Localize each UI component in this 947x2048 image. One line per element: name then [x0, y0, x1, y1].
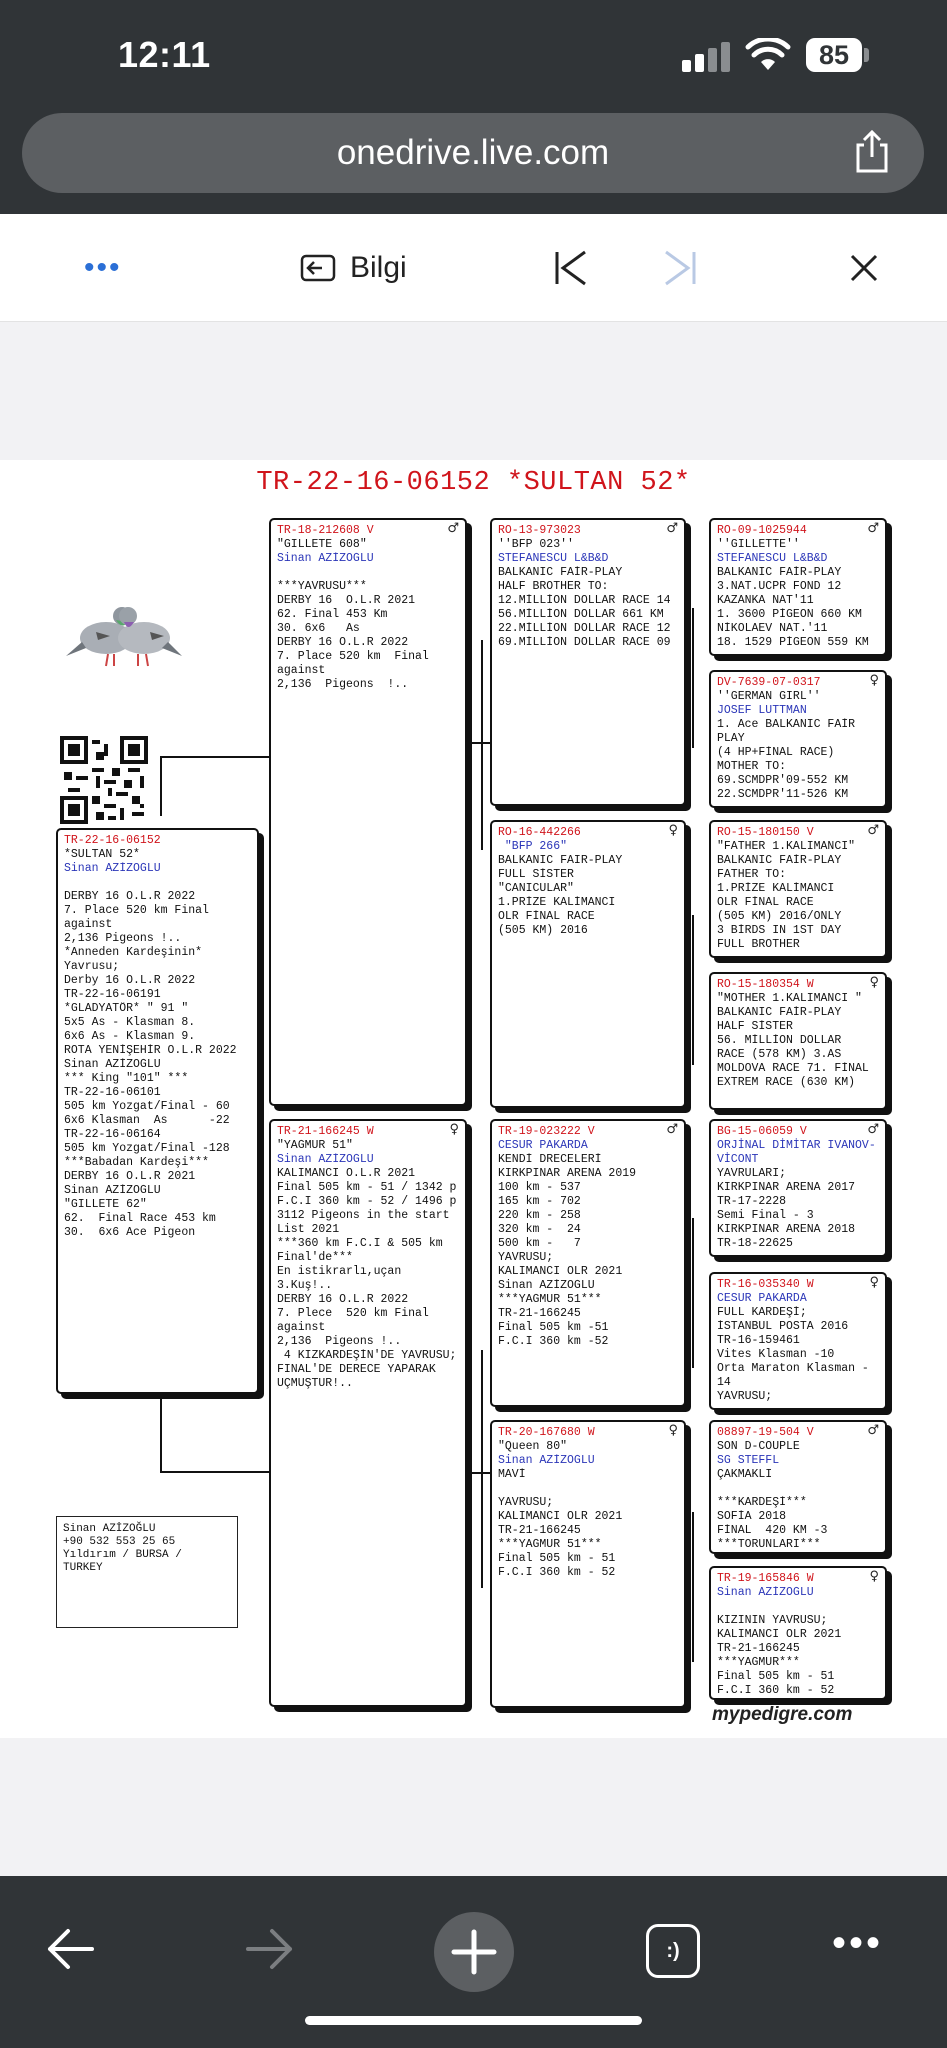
male-icon: ♂: [666, 1122, 678, 1137]
text-line: 505 km Yozgat/Final - 60: [64, 1100, 230, 1113]
text-line: KALIMANCI OLR 2021: [498, 1265, 623, 1278]
text-line: 12.MİLLİON DOLLAR RACE 14: [498, 594, 671, 607]
ring-number: RO-13-973023: [498, 524, 581, 537]
text-line: against: [277, 1321, 326, 1334]
owner-name: Sinan AZİZOĞLU: [64, 862, 161, 875]
text-line: Vites Klasman -10: [717, 1348, 835, 1361]
owner-name: STEFANESCU L&B&D: [498, 552, 609, 565]
text-line: 56. MİLLİON DOLLAR: [717, 1034, 842, 1047]
card-body: [717, 566, 879, 650]
text-line: 1. 3600 PİGEON 660 KM: [717, 608, 862, 621]
text-line: SOFİA 2018: [717, 1510, 787, 1523]
ring-number: BG-15-06059 V: [717, 1125, 807, 1138]
connector-line: [481, 640, 483, 850]
text-line: TR-22-16-06191: [64, 988, 161, 1001]
text-line: 69.SCMDPR'09-552 KM: [717, 774, 849, 787]
wifi-icon: [745, 38, 791, 72]
text-line: MOLDOVA RACE 71. FİNAL: [717, 1062, 869, 1075]
male-icon: ♂: [867, 823, 879, 838]
connector-line: [160, 756, 270, 758]
card-body: [498, 1468, 678, 1580]
pigeon-name: *SULTAN 52*: [64, 848, 140, 861]
card-body: [498, 854, 678, 938]
text-line: F.C.I 360 km - 52: [717, 1684, 835, 1697]
info-label: Bilgi: [350, 251, 407, 284]
text-line: [277, 566, 459, 580]
owner-name: JOSEF LUTTMAN: [717, 704, 807, 717]
connector-line: [470, 1472, 490, 1474]
text-line: against: [277, 664, 326, 677]
female-icon: ♀: [869, 975, 879, 990]
card-body: [717, 1600, 879, 1698]
connector-line: [692, 1512, 694, 1662]
battery-tip: [864, 48, 869, 62]
text-line: 3112 Pigeons in the start: [277, 1209, 450, 1222]
text-line: MAVİ: [498, 1468, 526, 1481]
text-line: TR-21-166245: [717, 1642, 800, 1655]
owner-name: CESUR PAKARDA: [717, 1292, 807, 1305]
text-line: 6x6 As - Klasman 9.: [64, 1030, 196, 1043]
text-line: YAVRUSU;: [498, 1251, 554, 1264]
text-line: ***YAĞMUR 51***: [498, 1538, 602, 1551]
owner-name: ORJİNAL DİMİTAR IVANOV-VİCONT: [717, 1139, 876, 1166]
text-line: 56.MİLLİON DOLLAR 661 KM: [498, 608, 664, 621]
status-time: 12:11: [118, 34, 211, 75]
text-line: *Anneden Kardeşinin*: [64, 946, 203, 959]
text-line: YAVRULARI;: [717, 1167, 787, 1180]
text-line: Sinan AZİZOĞLU: [64, 1184, 161, 1197]
card-body: [277, 566, 459, 692]
text-line: 3 BİRDS IN 1ST DAY: [717, 924, 842, 937]
text-line: KALIMANCI OLR 2021: [498, 1510, 623, 1523]
pedigree-card-dam-dam[interactable]: [490, 1420, 686, 1708]
plus-icon: [434, 1912, 514, 1992]
owner-name: SG STEFFL: [717, 1454, 780, 1467]
text-line: TR-22-16-06101: [64, 1086, 161, 1099]
text-line: Sinan AZİZOĞLU: [64, 1058, 161, 1071]
text-line: FULL BROTHER: [717, 938, 800, 951]
pedigree-card-dam-sire[interactable]: [490, 1119, 686, 1407]
text-line: 500 km - 7: [498, 1237, 581, 1250]
text-line: MOTHER TO:: [717, 760, 787, 773]
text-line: YAVRUSU;: [717, 1390, 773, 1403]
battery-icon: 85: [806, 38, 862, 72]
url-text[interactable]: onedrive.live.com: [336, 133, 610, 172]
text-line: F.C.I 360 km -52: [498, 1335, 609, 1348]
ring-number: TR-19-023222 V: [498, 1125, 595, 1138]
card-body: [498, 566, 678, 650]
pigeon-name: "GILLETE 608": [277, 538, 367, 551]
text-line: 220 km - 258: [498, 1209, 581, 1222]
text-line: 5x5 As - Klasman 8.: [64, 1016, 196, 1029]
text-line: BALKANIC FAİR-PLAY: [717, 854, 842, 867]
text-line: 2,136 Pigeons !..: [64, 932, 182, 945]
text-line: KIRKPINAR ARENA 2017: [717, 1181, 856, 1194]
pigeon-name: "Queen 80": [498, 1440, 568, 1453]
text-line: +90 532 553 25 65: [63, 1536, 176, 1548]
connector-line: [160, 1471, 270, 1473]
text-line: 1.PRİZE KALİMANCI: [498, 896, 616, 909]
text-line: List 2021: [277, 1223, 340, 1236]
pigeon-name: "FATHER 1.KALIMANCI": [717, 840, 856, 853]
owner-name: Sinan AZİZOĞLU: [717, 1586, 814, 1599]
text-line: DERBY 16 O.L.R 2022: [277, 1293, 409, 1306]
more-menu-icon[interactable]: •••: [832, 1921, 884, 1965]
text-line: "GILLETE 62": [64, 1198, 147, 1211]
new-tab-button[interactable]: [434, 1912, 514, 1992]
text-line: *** King "101" ***: [64, 1072, 189, 1085]
text-line: 1.PRİZE KALİMANCI: [717, 882, 835, 895]
info-button[interactable]: [300, 244, 407, 292]
card-body: [717, 1006, 879, 1090]
text-line: 2,136 Pigeons !..: [277, 678, 409, 691]
text-line: ROTA YENİŞEHİR O.L.R 2022: [64, 1044, 237, 1057]
browser-chrome: [0, 0, 947, 214]
female-icon: ♀: [869, 673, 879, 688]
text-line: Yavrusu;: [64, 960, 120, 973]
ring-number: RO-15-180354 W: [717, 978, 814, 991]
owner-name: CESUR PAKARDA: [498, 1139, 588, 1152]
text-line: 2,136 Pigeons !..: [277, 1335, 402, 1348]
pedigree-card-ddd[interactable]: [709, 1566, 887, 1700]
last-page-icon[interactable]: [662, 248, 698, 288]
card-body: [717, 1468, 879, 1552]
text-line: FULL SİSTER: [498, 868, 574, 881]
text-line: YAVRUSU;: [498, 1496, 554, 1509]
text-line: 62. Final 453 Km: [277, 608, 388, 621]
connector-line: [692, 1218, 694, 1368]
pedigree-card-sss[interactable]: [709, 518, 887, 656]
ring-number: TR-21-166245 W: [277, 1125, 374, 1138]
text-line: ***YAĞMUR 51***: [498, 1293, 602, 1306]
female-icon: ♀: [668, 823, 678, 838]
text-line: İSTANBUL POSTA 2016: [717, 1320, 849, 1333]
text-line: Derby 16 O.L.R 2022: [64, 974, 196, 987]
text-line: against: [64, 918, 113, 931]
back-arrow-icon[interactable]: [44, 1926, 96, 1972]
text-line: UÇMUŞTUR!..: [277, 1377, 353, 1390]
text-line: 69.MİLLİON DOLLAR RACE 09: [498, 636, 671, 649]
qr-code-icon: [60, 736, 148, 824]
text-line: TR-21-166245: [498, 1524, 581, 1537]
male-icon: ♂: [867, 1122, 879, 1137]
text-line: 62. Final Race 453 km: [64, 1212, 216, 1225]
ring-number: DV-7639-07-0317: [717, 676, 821, 689]
text-line: ***TORUNLARI***: [717, 1538, 821, 1551]
female-icon: ♀: [449, 1122, 459, 1137]
pigeon-name: ''BFP 023'': [498, 538, 574, 551]
pedigree-card-sire-sire[interactable]: [490, 518, 686, 806]
text-line: FULL KARDEŞİ;: [717, 1306, 807, 1319]
home-indicator: [305, 2016, 642, 2025]
card-body: [717, 1306, 879, 1404]
male-icon: ♂: [867, 521, 879, 536]
text-line: EXTREM RACE (630 KM): [717, 1076, 856, 1089]
pedigree-card-dsd[interactable]: [709, 1272, 887, 1410]
pigeon-name: ''GERMAN GIRL'': [717, 690, 821, 703]
connector-line: [481, 1350, 483, 1588]
text-line: DERBY 16 O.L.R 2021: [64, 1170, 196, 1183]
text-line: BALKANIC FAİR-PLAY: [498, 566, 623, 579]
address-bar[interactable]: [22, 113, 924, 193]
info-panel-icon: [300, 254, 336, 282]
pedigree-card-ssd[interactable]: [709, 670, 887, 808]
text-line: 320 km - 24: [498, 1223, 581, 1236]
pigeons-illustration-icon: [64, 586, 184, 676]
first-page-icon[interactable]: [553, 248, 589, 288]
text-line: Yıldırım / BURSA /: [63, 1549, 182, 1561]
viewer-toolbar: [0, 214, 947, 322]
ring-number: TR-19-165846 W: [717, 1572, 814, 1585]
text-line: [717, 1482, 879, 1496]
text-line: KALIMANCI O.L.R 2021: [277, 1167, 416, 1180]
text-line: FINAL'DE DERECE YAPARAK: [277, 1363, 436, 1376]
pigeon-name: "YAĞMUR 51": [277, 1139, 353, 1152]
pigeon-name: "MOTHER 1.KALIMANCI ": [717, 992, 862, 1005]
text-line: KALIMANCI OLR 2021: [717, 1628, 842, 1641]
text-line: KIRKPINAR ARENA 2018: [717, 1223, 856, 1236]
text-line: (505 KM) 2016/ONLY: [717, 910, 842, 923]
text-line: 4 KIZKARDEŞİN'DE YAVRUSU;: [277, 1349, 457, 1362]
text-line: 18. 1529 PİGEON 559 KM: [717, 636, 869, 649]
owner-name: STEFANESCU L&B&D: [717, 552, 828, 565]
text-line: TR-18-22625: [717, 1237, 793, 1250]
text-line: Sinan AZİZOĞLU: [63, 1523, 156, 1535]
connector-line: [692, 608, 694, 748]
text-line: 14: [717, 1376, 731, 1389]
ring-number: RO-16-442266: [498, 826, 581, 839]
text-line: Semi Final - 3: [717, 1209, 814, 1222]
text-line: 7. Place 520 km Final: [277, 650, 429, 663]
text-line: Orta Maraton Klasman -: [717, 1362, 869, 1375]
text-line: ***KARDEŞİ***: [717, 1496, 807, 1509]
text-line: KIZININ YAVRUSU;: [717, 1614, 828, 1627]
text-line: F.C.I 360 km - 52 / 1496 p: [277, 1195, 457, 1208]
male-icon: ♂: [666, 521, 678, 536]
connector-line: [470, 742, 490, 744]
text-line: OLR FİNAL RACE: [498, 910, 595, 923]
text-line: *GLADYATÖR* " 91 ": [64, 1002, 189, 1015]
ring-number: 08897-19-504 V: [717, 1426, 814, 1439]
text-line: ***Babadan Kardeşi***: [64, 1156, 209, 1169]
text-line: TR-22-16-06164: [64, 1128, 161, 1141]
text-line: KIRKPINAR ARENA 2019: [498, 1167, 637, 1180]
female-icon: ♀: [869, 1569, 879, 1584]
text-line: En istikrarlı,uçan: [277, 1265, 402, 1278]
text-line: Sinan AZİZOĞLU: [498, 1279, 595, 1292]
text-line: BALKANIC FAİR-PLAY: [717, 1006, 842, 1019]
male-icon: ♂: [867, 1423, 879, 1438]
card-body: [717, 1167, 879, 1251]
text-line: Final 505 km - 51: [498, 1552, 616, 1565]
connector-line: [160, 1395, 162, 1471]
ring-number: TR-16-035340 W: [717, 1278, 814, 1291]
card-body: [277, 1167, 459, 1391]
text-line: ÇAKMAKLI: [717, 1468, 773, 1481]
card-body: [717, 854, 879, 952]
breeder-contact-box: [56, 1516, 238, 1628]
text-line: ***YAVRUSU***: [277, 580, 367, 593]
cellular-signal-icon: [682, 42, 732, 72]
pedigree-document: [0, 460, 947, 1738]
text-line: HALF SİSTER: [717, 1020, 793, 1033]
text-line: F.C.I 360 km - 52: [498, 1566, 616, 1579]
owner-name: Sinan AZİZOĞLU: [277, 552, 374, 565]
text-line: 165 km - 702: [498, 1195, 581, 1208]
text-line: ***YAĞMUR***: [717, 1656, 800, 1669]
pedigree-card-sdd[interactable]: [709, 972, 887, 1110]
pedigree-card-sds[interactable]: [709, 820, 887, 958]
text-line: BALKANIC FAİR-PLAY: [717, 566, 842, 579]
text-line: DERBY 16 O.L.R 2022: [64, 890, 196, 903]
text-line: ***360 km F.C.I & 505 km: [277, 1237, 443, 1250]
text-line: BALKANIC FAIR-PLAY: [498, 854, 623, 867]
card-body: [498, 1153, 678, 1349]
text-line: 22.MİLLİON DOLLAR RACE 12: [498, 622, 671, 635]
owner-name: Sinan AZİZOĞLU: [498, 1454, 595, 1467]
text-line: FİNAL 420 KM -3: [717, 1524, 828, 1537]
ring-number: TR-20-167680 W: [498, 1426, 595, 1439]
card-body: [64, 890, 251, 1240]
text-line: 30. 6x6 Ace Pigeon: [64, 1226, 196, 1239]
text-line: RACE (578 KM) 3.AS: [717, 1048, 842, 1061]
text-line: 1. Ace BALKANIC FAİR: [717, 718, 856, 731]
text-line: 6x6 Klasman As -22: [64, 1114, 230, 1127]
text-line: Final 505 km - 51: [717, 1670, 835, 1683]
owner-name: Sinan AZİZOĞLU: [277, 1153, 374, 1166]
text-line: OLR FİNAL RACE: [717, 896, 814, 909]
text-line: [717, 1600, 879, 1614]
close-icon[interactable]: [846, 250, 882, 286]
pedigree-card-sire[interactable]: [269, 518, 467, 1106]
text-line: KENDİ DRECELERİ: [498, 1153, 602, 1166]
text-line: DERBY 16 O.L.R 2022: [277, 636, 409, 649]
text-line: 22.SCMDPR'11-526 KM: [717, 788, 849, 801]
text-line: [498, 1482, 678, 1496]
text-line: Final'de***: [277, 1251, 353, 1264]
text-line: TR-21-166245: [498, 1307, 581, 1320]
pedigree-card-dds[interactable]: [709, 1420, 887, 1554]
pedigree-title: TR-22-16-06152 *SULTAN 52*: [256, 468, 691, 498]
text-line: 3.Kuş!..: [277, 1279, 333, 1292]
text-line: TR-17-2228: [717, 1195, 787, 1208]
text-line: 3.NAT.UCPR FOND 12: [717, 580, 842, 593]
text-line: Final 505 km -51: [498, 1321, 609, 1334]
text-line: FATHER TO:: [717, 868, 787, 881]
brand-logo-text: mypedigre.com: [712, 1704, 853, 1725]
male-icon: ♂: [447, 521, 459, 536]
pigeon-name: "BFP 266": [498, 840, 568, 853]
text-line: PLAY: [717, 732, 745, 745]
ring-number: TR-22-16-06152: [64, 834, 161, 847]
pedigree-card-subject[interactable]: [56, 828, 259, 1394]
text-line: Final 505 km - 51 / 1342 p: [277, 1181, 457, 1194]
text-line: (505 KM) 2016: [498, 924, 588, 937]
pedigree-card-sire-dam[interactable]: [490, 820, 686, 1108]
female-icon: ♀: [668, 1423, 678, 1438]
forward-arrow-icon[interactable]: [244, 1926, 296, 1972]
pedigree-card-dam[interactable]: [269, 1119, 467, 1707]
text-line: (4 HP+FİNAL RACE): [717, 746, 835, 759]
pigeon-name: ''GILLETTE'': [717, 538, 800, 551]
text-line: DERBY 16 O.L.R 2021: [277, 594, 416, 607]
text-line: HALF BROTHER TO:: [498, 580, 609, 593]
pigeon-name: SON D-COUPLE: [717, 1440, 800, 1453]
text-line: 7. Place 520 km Final: [64, 904, 209, 917]
text-line: TR-16-159461: [717, 1334, 800, 1347]
tabs-overview-icon[interactable]: :): [646, 1924, 700, 1978]
browser-bottom-toolbar: [0, 1876, 947, 2048]
text-line: NİKOLAEV NAT.'11: [717, 622, 828, 635]
ring-number: RO-15-180150 V: [717, 826, 814, 839]
text-line: KAZANKA NAT'11: [717, 594, 814, 607]
text-line: 505 km Yozgat/Final -128: [64, 1142, 230, 1155]
connector-line: [160, 756, 162, 816]
text-line: 100 km - 537: [498, 1181, 581, 1194]
connector-line: [692, 915, 694, 1065]
ring-number: TR-18-212608 V: [277, 524, 374, 537]
text-line: TURKEY: [63, 1562, 103, 1574]
female-icon: ♀: [869, 1275, 879, 1290]
share-icon[interactable]: [850, 129, 894, 175]
text-line: 7. Plece 520 km Final: [277, 1307, 429, 1320]
ring-number: RO-09-1025944: [717, 524, 807, 537]
pedigree-card-dss[interactable]: [709, 1119, 887, 1257]
text-line: "CANICULAR": [498, 882, 574, 895]
text-line: 30. 6x6 As: [277, 622, 360, 635]
card-body: [717, 718, 879, 802]
more-options-icon[interactable]: •••: [84, 251, 122, 284]
